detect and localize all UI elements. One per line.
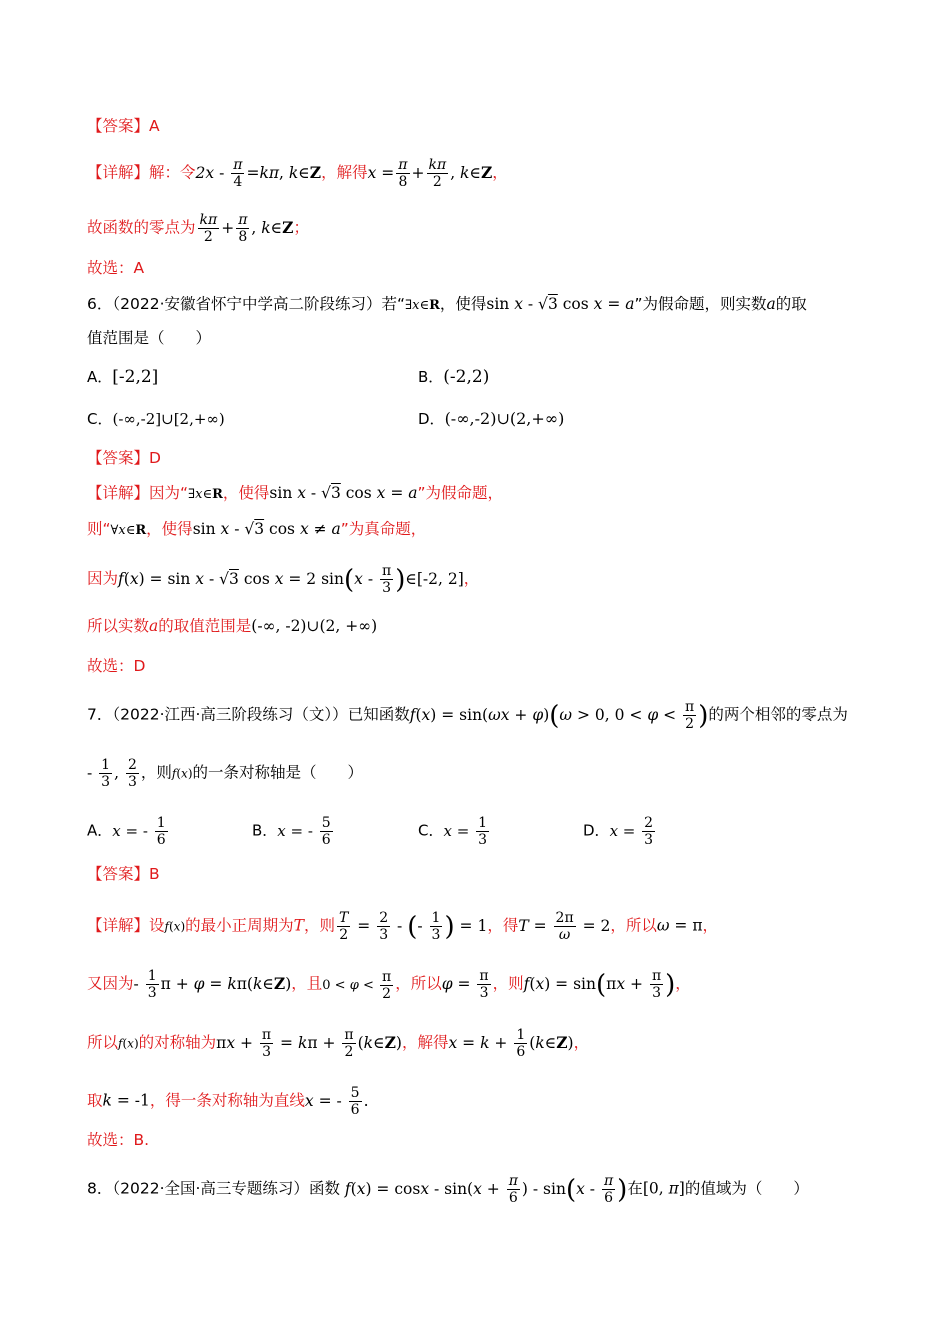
q6-detail-line4: 所以实数a的取值范围是(-∞, -2)∪(2, +∞) <box>87 617 378 635</box>
q6-option-d[interactable]: D．(-∞,-2)∪(2,+∞) <box>418 409 565 428</box>
question-number: 6． <box>87 295 113 313</box>
q7-conclusion: 故选：B. <box>87 1131 150 1149</box>
q5-detail-line1: 【详解】解：令2x - $\frac{\pi}{4}$ =kπ, k∈Z，解得x = $\frac{\pi}{8}$ + $\frac{k\pi}{2}$ , k∈Z， <box>87 157 508 190</box>
q6-answer-line: 【答案】D <box>87 449 161 467</box>
formula: 2x - $\frac{\pi}{4}$ =kπ, k∈Z <box>195 157 322 190</box>
q7-stem-line2: - $\frac{1}{3}$ , $\frac{2}{3}$ ，则f(x)的一条对称轴是（ ） <box>87 757 364 790</box>
q6-detail-line3: 因为f(x) = sin x - √3 cos x = 2 sin(x - $\frac{\pi}{3}$ )∈[-2, 2]， <box>87 563 480 596</box>
formula: x = $\frac{\pi}{8}$ + $\frac{k\pi}{2}$ , k∈Z <box>367 157 493 190</box>
formula: $\frac{k\pi}{2}$ + $\frac{\pi}{8}$ , k∈Z <box>199 212 294 245</box>
answer-tag: 【答案】 <box>87 117 150 135</box>
q7-detail-line1: 【详解】设f(x)的最小正周期为T，则 $\frac{T}{2}$ = $\frac{2}{3}$ - (- $\frac{1}{3}$ ) = 1，得T = $\frac{2\pi}{\omega}$ = 2，所以ω = π， <box>87 910 719 943</box>
q6-option-b[interactable]: B．(-2,2) <box>418 367 490 387</box>
question-source: （2022·安徽省怀宁中学高二阶段练习） <box>112 295 382 313</box>
q6-conclusion: 故选：D <box>87 657 146 675</box>
q8-stem-line1: 8．（2022·全国·高三专题练习）函数 f(x) = cosx - sin(x + $\frac{\pi}{6}$ ) - sin(x - $\frac{\pi}{6}$ )在[0, π]的值域为（ ） <box>87 1173 809 1206</box>
q7-option-d[interactable]: D．x = $\frac{2}{3}$ <box>583 815 654 848</box>
q7-option-c[interactable]: C．x = $\frac{1}{3}$ <box>418 815 487 848</box>
answer-value: A <box>149 117 160 135</box>
detail-tag: 【详解】 <box>87 163 150 182</box>
q6-stem-line2: 值范围是（ ） <box>87 329 212 347</box>
q6-detail-line2: 则“∀x∈R，使得sin x - √3 cos x ≠ a”为真命题， <box>87 520 427 538</box>
q7-detail-line2: 又因为- $\frac{1}{3}$ π + φ = kπ(k∈Z)，且0 < φ < $\frac{\pi}{2}$ ，所以φ = $\frac{\pi}{3}$ ，则f(x) = sin(πx + $\frac{\pi}{3}$ )， <box>87 968 691 1002</box>
q5-answer-line <box>87 114 890 138</box>
q5-conclusion: 故选：A <box>87 259 145 277</box>
q7-stem-line1: 7．（2022·江西·高三阶段练习（文））已知函数f(x) = sin(ωx + φ)(ω > 0, 0 < φ < $\frac{\pi}{2}$ )的两个相邻的零点为 <box>87 699 848 732</box>
q6-detail-line1: 【详解】因为“∃x∈R，使得sin x - √3 cos x = a”为假命题， <box>87 484 504 502</box>
q6-stem-line1: 6．（2022·安徽省怀宁中学高二阶段练习）若“∃x∈R，使得sin x - √3 cos x = a”为假命题，则实数a的取 <box>87 295 807 313</box>
q6-option-c[interactable]: C．(-∞,-2]∪[2,+∞) <box>87 410 225 428</box>
q7-answer-line: 【答案】B <box>87 865 160 883</box>
q5-detail-line2: 故函数的零点为 $\frac{k\pi}{2}$ + $\frac{\pi}{8}$ , k∈Z； <box>87 212 309 245</box>
q7-option-b[interactable]: B．x = - $\frac{5}{6}$ <box>252 815 331 848</box>
q7-option-a[interactable]: A．x = - $\frac{1}{6}$ <box>87 815 166 848</box>
q7-detail-line3: 所以f(x)的对称轴为πx + $\frac{\pi}{3}$ = kπ + $\frac{\pi}{2}$ (k∈Z)，解得x = k + $\frac{1}{6}$ (k∈Z)， <box>87 1027 590 1060</box>
q7-detail-line4: 取k = -1，得一条对称轴为直线x = - $\frac{5}{6}$ . <box>87 1085 369 1118</box>
q6-option-a[interactable]: A．[-2,2] <box>87 367 159 387</box>
